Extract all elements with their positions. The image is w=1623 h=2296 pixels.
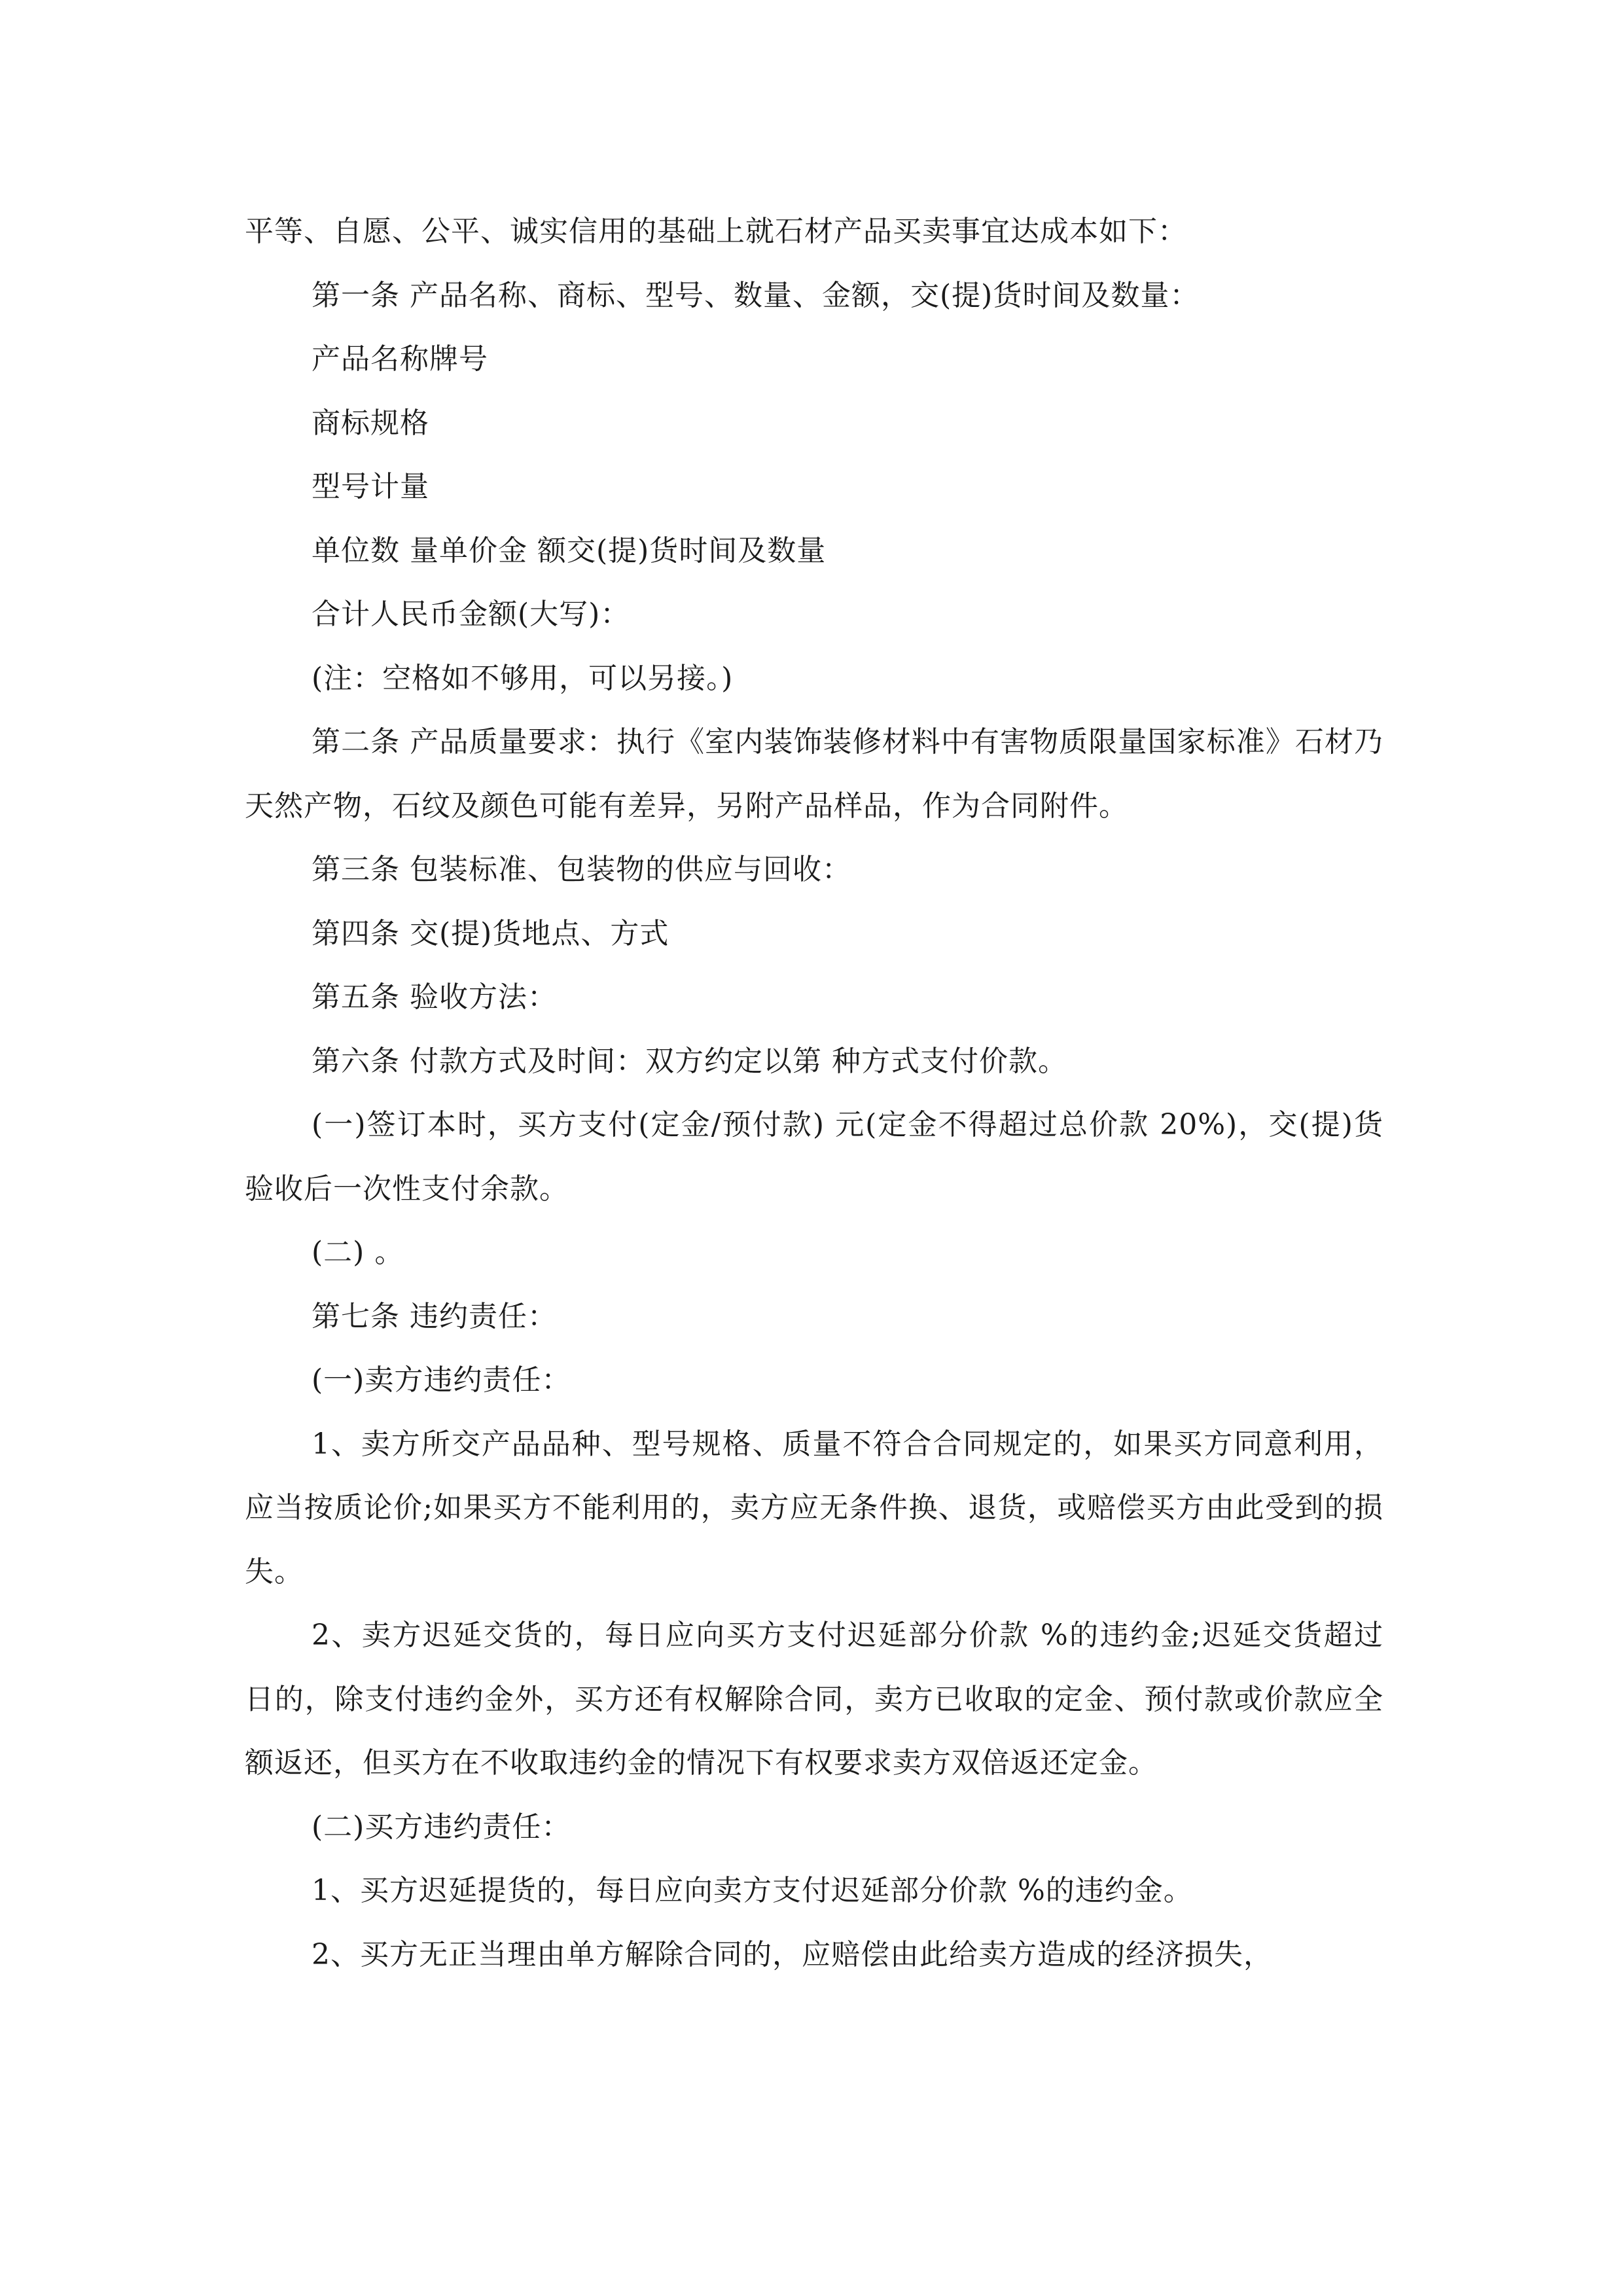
paragraph-product-name: 产品名称牌号 bbox=[312, 342, 488, 376]
paragraph-seller-2: 2、卖方迟延交货的，每日应向买方支付迟延部分价款 %的违约金;迟延交货超过 日的，除支付违约金外，买方还有权解除合同，卖方已收取的定金、预付款或价款应全额返还，但买方在不收取违约金的情况下有权要求卖方双倍返还定金。 bbox=[245, 1619, 1383, 1780]
paragraph-article-4: 第四条 交(提)货地点、方式 bbox=[312, 916, 669, 950]
paragraph-model: 型号计量 bbox=[312, 470, 429, 503]
paragraph-payment-2: (二) 。 bbox=[312, 1236, 404, 1269]
paragraph-buyer-2: 2、买方无正当理由单方解除合同的，应赔偿由此给卖方造成的经济损失， bbox=[312, 1937, 1273, 1971]
paragraph-trademark: 商标规格 bbox=[312, 406, 429, 440]
paragraph-buyer-liability: (二)买方违约责任： bbox=[312, 1810, 571, 1844]
paragraph-article-1: 第一条 产品名称、商标、型号、数量、金额，交(提)货时间及数量： bbox=[312, 278, 1200, 312]
paragraph-total: 合计人民币金额(大写)： bbox=[312, 598, 630, 631]
paragraph-article-7: 第七条 违约责任： bbox=[312, 1299, 557, 1333]
paragraph-article-6: 第六条 付款方式及时间：双方约定以第 种方式支付价款。 bbox=[312, 1044, 1067, 1078]
paragraph-seller-1: 1、卖方所交产品品种、型号规格、质量不符合合同规定的，如果买方同意利用，应当按质论价;如果买方不能利用的，卖方应无条件换、退货，或赔偿买方由此受到的损失。 bbox=[245, 1427, 1383, 1588]
paragraph-buyer-1: 1、买方迟延提货的，每日应向卖方支付迟延部分价款 %的违约金。 bbox=[312, 1874, 1193, 1907]
paragraph-article-5: 第五条 验收方法： bbox=[312, 980, 557, 1014]
paragraph-article-3: 第三条 包装标准、包装物的供应与回收： bbox=[312, 853, 851, 886]
paragraph-payment-1: (一)签订本时，买方支付(定金/预付款) 元(定金不得超过总价款 20%)，交(提)货验收后一次性支付余款。 bbox=[245, 1108, 1383, 1206]
paragraph-note: (注：空格如不够用，可以另接。) bbox=[312, 661, 734, 695]
paragraph-unit: 单位数 量单价金 额交(提)货时间及数量 bbox=[312, 533, 827, 567]
contract-body bbox=[245, 200, 1383, 1986]
paragraph-article-2: 第二条 产品质量要求：执行《室内装饰装修材料中有害物质限量国家标准》石材乃天然产物，石纹及颜色可能有差异，另附产品样品，作为合同附件。 bbox=[245, 725, 1383, 823]
paragraph-seller-liability: (一)卖方违约责任： bbox=[312, 1363, 571, 1397]
paragraph-intro: 平等、自愿、公平、诚实信用的基础上就石材产品买卖事宜达成本如下： bbox=[245, 215, 1187, 248]
